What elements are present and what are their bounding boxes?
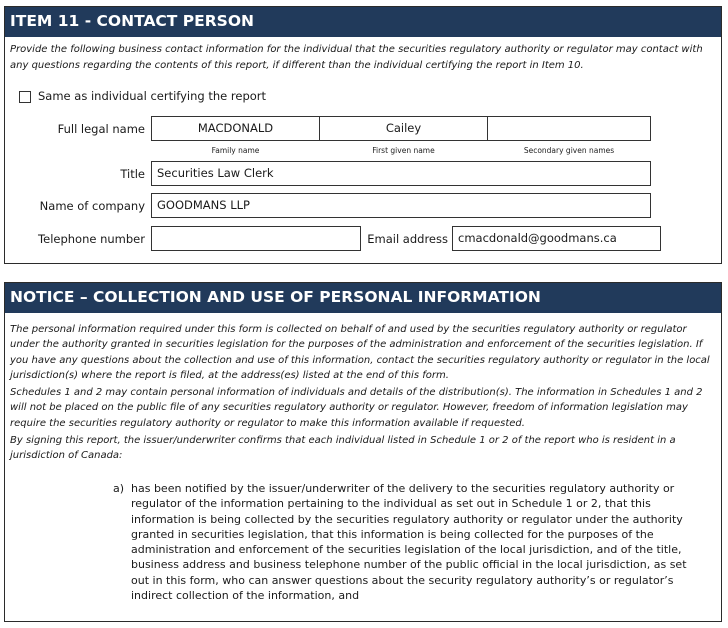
same-as-certifier-checkbox[interactable] [19, 91, 31, 103]
list-item-text: has been notified by the issuer/underwriter of the delivery to the securities regulatory authority or regulator of the information pertaining to the individual as set out in Schedule 1 or 2, that this information is being collected by the securities regulatory authority or regulator under the authority granted in securities legislation, that this information is being collected for the purposes of the administration and enforcement of the securities legislation of the local jurisdiction, and of the title, business address and business telephone number of the public official in the local jurisdiction, as set out in this form, who can answer questions about the security regulatory authority’s or regulator’s indirect collection of the information, and [131, 482, 687, 603]
notice-body [10, 322, 715, 466]
email-label: Email address [367, 232, 448, 246]
notice-paragraph-3: By signing this report, the issuer/underwriter confirms that each individual listed in Schedule 1 or 2 of the report who is resident in a jurisdiction of Canada: [10, 435, 676, 462]
telephone-label: Telephone number [38, 232, 145, 246]
section-intro: Provide the following business contact information for the individual that the securities regulatory authority or regulator may contact with any questions regarding the contents of this report, if different than the individual certifying the report in Item 10. [10, 44, 703, 71]
secondary-given-names-caption: Secondary given names [523, 146, 615, 155]
company-field[interactable]: GOODMANS LLP [151, 193, 651, 218]
first-given-name-field[interactable]: Cailey [319, 116, 488, 141]
list-item-marker: a) [113, 482, 125, 495]
company-label: Name of company [39, 199, 145, 213]
section-title: ITEM 11 - CONTACT PERSON [5, 7, 721, 37]
first-given-name-caption: First given name [372, 146, 435, 155]
notice-paragraph-1: The personal information required under this form is collected on behalf of and used by the securities regulatory authority or regulator under the authority granted in securities legislation for the purposes of the administration and enforcement of the securities legislation. If you have any questions about the collection and use of this information, contact the securities regulatory authority or regulator in the local jurisdiction(s) where the report is filed, at the address(es) listed at the end of this form. [10, 324, 710, 381]
family-name-field[interactable]: MACDONALD [151, 116, 320, 141]
full-legal-name-label: Full legal name [57, 122, 145, 136]
secondary-given-names-field[interactable] [487, 116, 651, 141]
notice-title: NOTICE – COLLECTION AND USE OF PERSONAL INFORMATION [5, 283, 721, 313]
telephone-field[interactable] [151, 226, 361, 251]
family-name-caption: Family name [211, 146, 260, 155]
title-field[interactable]: Securities Law Clerk [151, 161, 651, 186]
title-label: Title [120, 167, 145, 181]
email-field[interactable]: cmacdonald@goodmans.ca [452, 226, 661, 251]
same-as-certifier-label: Same as individual certifying the report [38, 89, 267, 103]
notice-paragraph-2: Schedules 1 and 2 may contain personal information of individuals and details of the distribution(s). The information in Schedules 1 and 2 will not be placed on the public file of any securities regulatory authority or regulator. However, freedom of information legislation may require the securities regulatory authority or regulator to make this information available if requested. [10, 387, 703, 429]
